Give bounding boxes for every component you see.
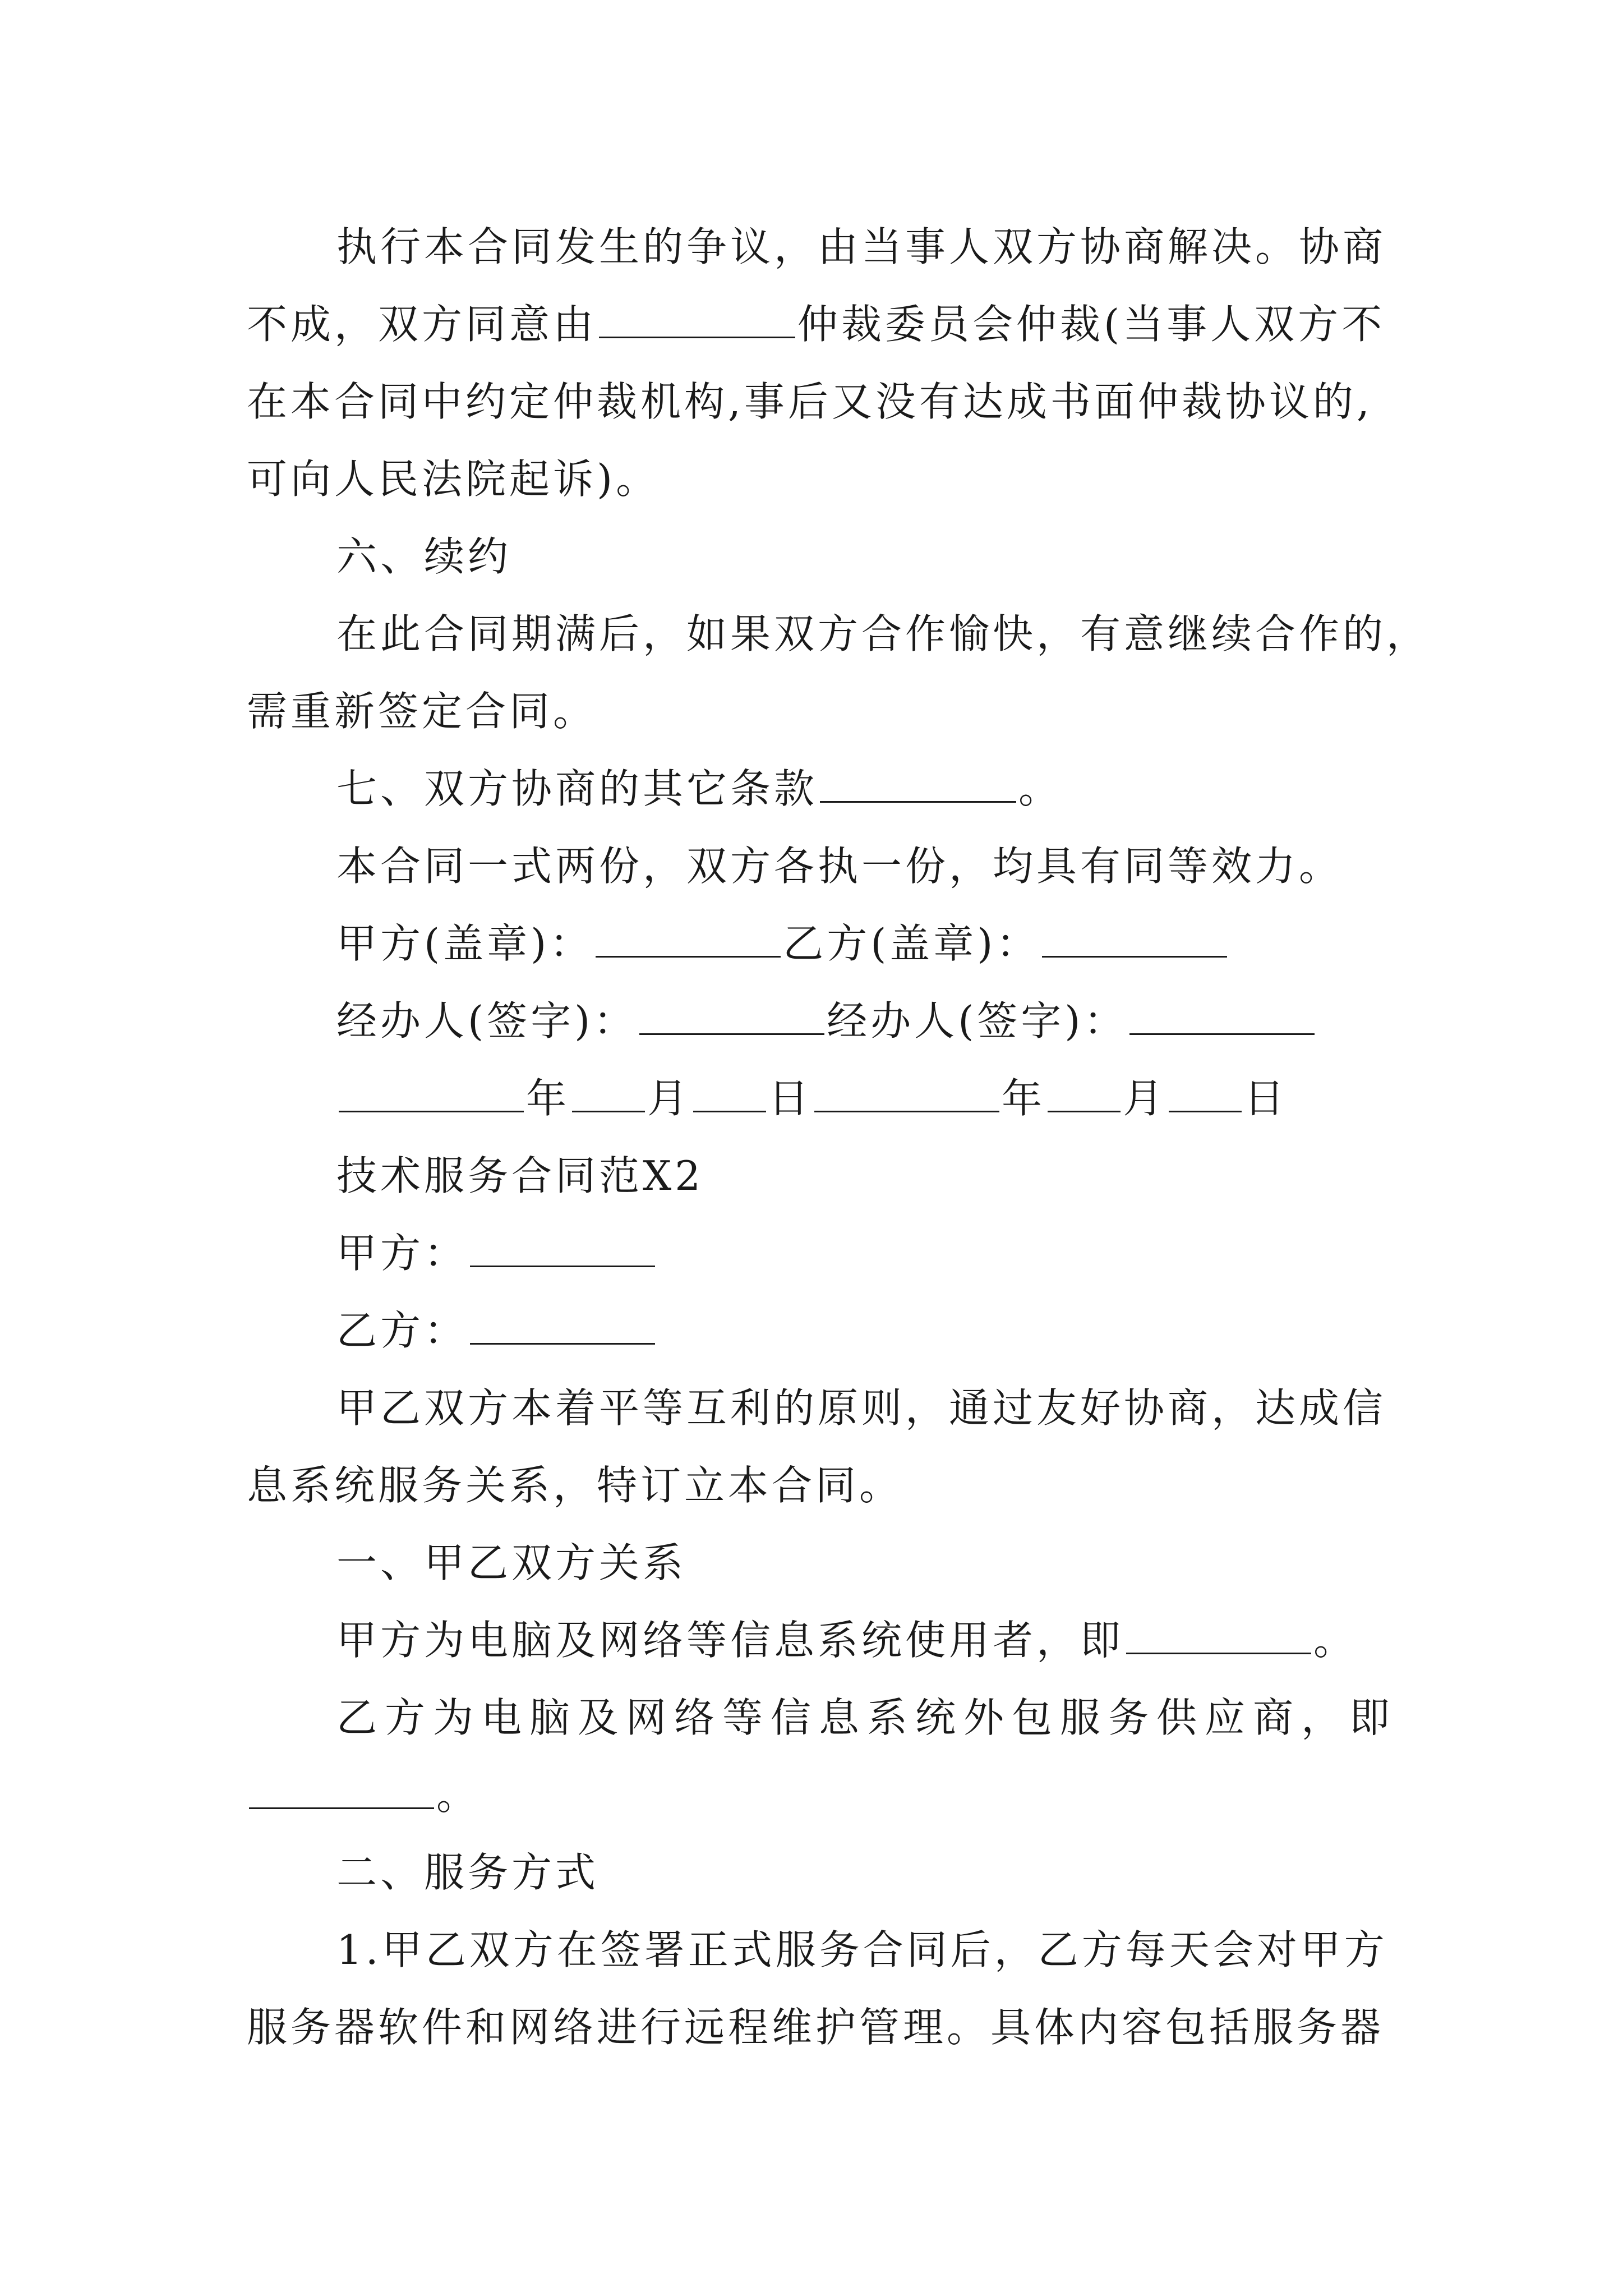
blank-field	[596, 921, 781, 958]
text-span: 乙方(盖章)：	[783, 920, 1040, 967]
text-line	[247, 374, 1373, 430]
blank-field	[639, 999, 824, 1035]
text-span: 技术服务合同范X2	[336, 1152, 704, 1199]
text-line	[336, 219, 1386, 275]
text-span: 年	[1002, 1075, 1046, 1122]
text-span: 服务器软件和网络进行远程维护管理。具体内容包括服务器	[247, 2004, 1385, 2051]
text-span: 经办人(签字)：	[336, 997, 638, 1045]
blank-field	[814, 1076, 999, 1112]
section-heading	[336, 1535, 686, 1591]
text-span: 七、双方协商的其它条款	[336, 765, 818, 812]
section-heading	[336, 1844, 599, 1901]
text-span: 一、甲乙双方关系	[336, 1539, 687, 1586]
text-span: 甲方：	[336, 1230, 468, 1277]
blank-field	[339, 1076, 524, 1112]
text-line	[247, 1999, 1384, 2055]
text-span: 甲方(盖章)：	[336, 920, 594, 967]
text-span: 可向人民法院起诉)。	[247, 455, 660, 503]
text-span: 二、服务方式	[336, 1849, 600, 1896]
blank-field	[470, 1231, 655, 1267]
blank-field	[1042, 921, 1227, 958]
signature-line	[336, 993, 1317, 1049]
blank-field	[470, 1308, 655, 1345]
text-span: 本合同一式两份，双方各执一份，均具有同等效力。	[336, 843, 1343, 890]
party-line	[336, 1225, 657, 1281]
text-span: 六、续约	[336, 533, 512, 580]
text-span: 执行本合同发生的争议，由当事人双方协商解决。协商	[336, 223, 1387, 270]
text-line	[336, 1612, 1357, 1668]
text-line	[336, 838, 1343, 894]
text-span: 息系统服务关系，特订立本合同。	[247, 1462, 903, 1509]
blank-field	[1126, 1618, 1311, 1654]
text-span: 乙方为电脑及网络等信息系统外包服务供应商，即	[336, 1694, 1398, 1741]
text-span: 年	[526, 1075, 570, 1122]
text-span: 乙方：	[336, 1307, 468, 1354]
party-line	[336, 1303, 657, 1359]
text-span: 月	[1123, 1075, 1167, 1122]
blank-field	[572, 1076, 645, 1112]
text-line	[247, 296, 1385, 352]
blank-field	[1169, 1076, 1242, 1112]
text-line	[336, 1690, 1398, 1746]
text-span: 甲乙双方本着平等互利的原则，通过友好协商，达成信	[336, 1384, 1387, 1432]
text-span: 不成，双方同意由	[247, 301, 597, 348]
section-heading	[336, 528, 511, 585]
text-span: 。	[436, 1772, 481, 1819]
text-span: 月	[647, 1075, 691, 1122]
blank-field	[1129, 999, 1315, 1035]
text-span: 在此合同期满后，如果双方合作愉快，有意继续合作的，	[336, 610, 1431, 657]
text-line	[247, 451, 660, 507]
text-line	[336, 606, 1430, 662]
section-heading	[336, 761, 1062, 817]
text-span: 日	[768, 1075, 813, 1122]
signature-line	[336, 915, 1229, 972]
blank-field	[249, 1773, 434, 1809]
text-span: 1.甲乙双方在签署正式服务合同后，乙方每天会对甲方	[336, 1926, 1388, 1973]
document-title	[336, 1148, 704, 1204]
date-line	[336, 1070, 1288, 1126]
blank-field	[599, 302, 795, 338]
text-line	[247, 683, 597, 739]
blank-field	[693, 1076, 766, 1112]
text-span: 。	[1313, 1617, 1358, 1664]
blank-field	[820, 766, 1016, 803]
text-line	[336, 1922, 1388, 1978]
text-span: 经办人(签字)：	[827, 997, 1128, 1045]
text-span: 在本合同中约定仲裁机构,事后又没有达成书面仲裁协议的,	[247, 378, 1373, 425]
text-span: 需重新签定合同。	[247, 688, 597, 735]
text-span: 。	[1018, 765, 1063, 812]
text-line	[336, 1380, 1386, 1436]
text-span: 日	[1244, 1075, 1288, 1122]
text-line	[247, 1767, 480, 1823]
text-span: 仲裁委员会仲裁(当事人双方不	[797, 301, 1386, 348]
text-line	[247, 1457, 903, 1513]
text-span: 甲方为电脑及网络等信息系统使用者，即	[336, 1617, 1124, 1664]
blank-field	[1048, 1076, 1121, 1112]
